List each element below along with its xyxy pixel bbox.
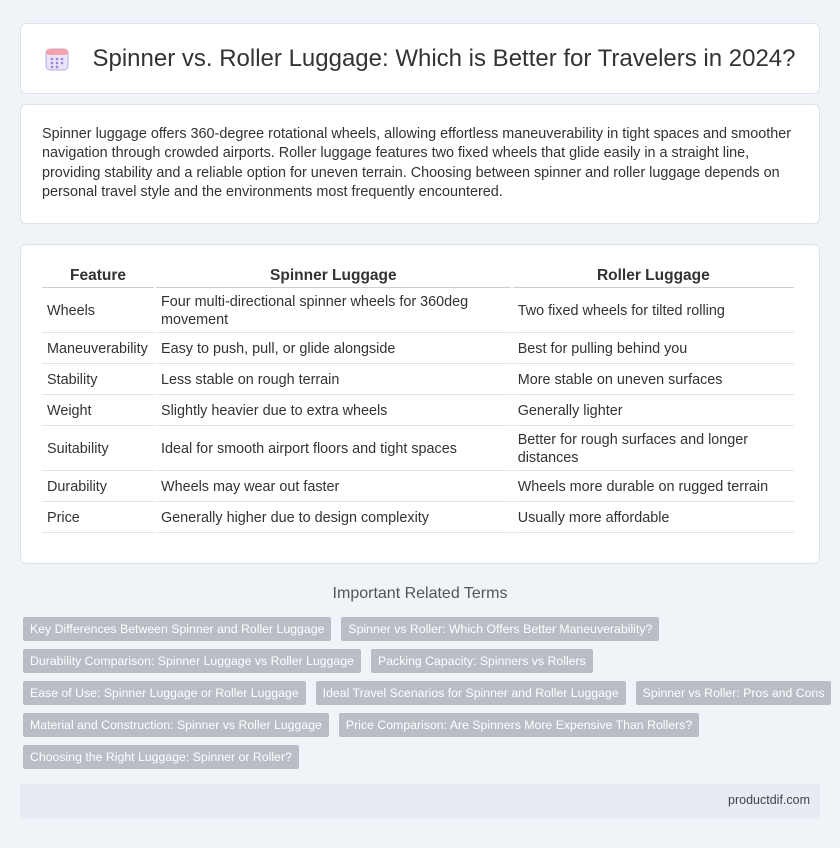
related-term-link[interactable]: Spinner vs Roller: Pros and Cons xyxy=(636,681,832,705)
related-term-link[interactable]: Packing Capacity: Spinners vs Rollers xyxy=(371,649,593,673)
table-header-row xyxy=(42,265,794,288)
spinner-cell: Slightly heavier due to extra wheels xyxy=(156,397,511,426)
related-term-link[interactable]: Key Differences Between Spinner and Roller Luggage xyxy=(23,617,331,641)
table-row xyxy=(42,397,794,426)
roller-cell: Wheels more durable on rugged terrain xyxy=(513,473,794,502)
feature-cell: Maneuverability xyxy=(42,335,154,364)
comparison-table xyxy=(40,263,796,535)
table-row xyxy=(42,428,794,471)
calendar-icon xyxy=(44,46,70,72)
spinner-cell: Four multi-directional spinner wheels for 360deg movement xyxy=(156,290,511,333)
comparison-table-card xyxy=(20,244,820,564)
related-term-link[interactable]: Ideal Travel Scenarios for Spinner and Roller Luggage xyxy=(316,681,626,705)
header-spinner: Spinner Luggage xyxy=(156,265,511,288)
feature-cell: Weight xyxy=(42,397,154,426)
tag-row xyxy=(23,649,823,681)
roller-cell: Better for rough surfaces and longer distances xyxy=(513,428,794,471)
spinner-cell: Ideal for smooth airport floors and tight spaces xyxy=(156,428,511,471)
header-feature: Feature xyxy=(42,265,154,288)
related-term-link[interactable]: Material and Construction: Spinner vs Roller Luggage xyxy=(23,713,329,737)
page-title: Spinner vs. Roller Luggage: Which is Better for Travelers in 2024? xyxy=(92,44,796,72)
feature-cell: Stability xyxy=(42,366,154,395)
roller-cell: Two fixed wheels for tilted rolling xyxy=(513,290,794,333)
feature-cell: Suitability xyxy=(42,428,154,471)
table-row xyxy=(42,335,794,364)
related-term-link[interactable]: Price Comparison: Are Spinners More Expensive Than Rollers? xyxy=(339,713,699,737)
header-card xyxy=(20,23,820,94)
roller-cell: Usually more affordable xyxy=(513,504,794,533)
spinner-cell: Easy to push, pull, or glide alongside xyxy=(156,335,511,364)
footer xyxy=(20,784,820,818)
intro-card xyxy=(20,104,820,224)
table-row xyxy=(42,504,794,533)
related-term-link[interactable]: Ease of Use: Spinner Luggage or Roller Luggage xyxy=(23,681,306,705)
roller-cell: More stable on uneven surfaces xyxy=(513,366,794,395)
feature-cell: Durability xyxy=(42,473,154,502)
feature-cell: Wheels xyxy=(42,290,154,333)
roller-cell: Best for pulling behind you xyxy=(513,335,794,364)
related-term-link[interactable]: Durability Comparison: Spinner Luggage vs Roller Luggage xyxy=(23,649,361,673)
table-row xyxy=(42,290,794,333)
related-terms-heading: Important Related Terms xyxy=(332,585,508,602)
roller-cell: Generally lighter xyxy=(513,397,794,426)
tag-row xyxy=(23,745,823,777)
table-row xyxy=(42,473,794,502)
tag-row xyxy=(23,617,823,649)
feature-cell: Price xyxy=(42,504,154,533)
table-row xyxy=(42,366,794,395)
footer-site-name: productdif.com xyxy=(728,793,810,807)
spinner-cell: Wheels may wear out faster xyxy=(156,473,511,502)
header-roller: Roller Luggage xyxy=(513,265,794,288)
title-wrap xyxy=(44,45,795,73)
spinner-cell: Generally higher due to design complexity xyxy=(156,504,511,533)
spinner-cell: Less stable on rough terrain xyxy=(156,366,511,395)
tag-row xyxy=(23,681,823,713)
related-term-link[interactable]: Spinner vs Roller: Which Offers Better Maneuverability? xyxy=(341,617,659,641)
intro-text: Spinner luggage offers 360-degree rotational wheels, allowing effortless maneuverability in tight spaces and smoother navigation through crowded airports. Roller luggage features two fixed wheels that glide easily in a straight line, providing stability and a reliable option for uneven terrain. Choosing between spinner and roller luggage depends on personal travel style and the environments most frequently encountered. xyxy=(42,126,792,201)
tag-row xyxy=(23,713,823,745)
related-terms xyxy=(23,617,823,777)
related-term-link[interactable]: Choosing the Right Luggage: Spinner or Roller? xyxy=(23,745,299,769)
